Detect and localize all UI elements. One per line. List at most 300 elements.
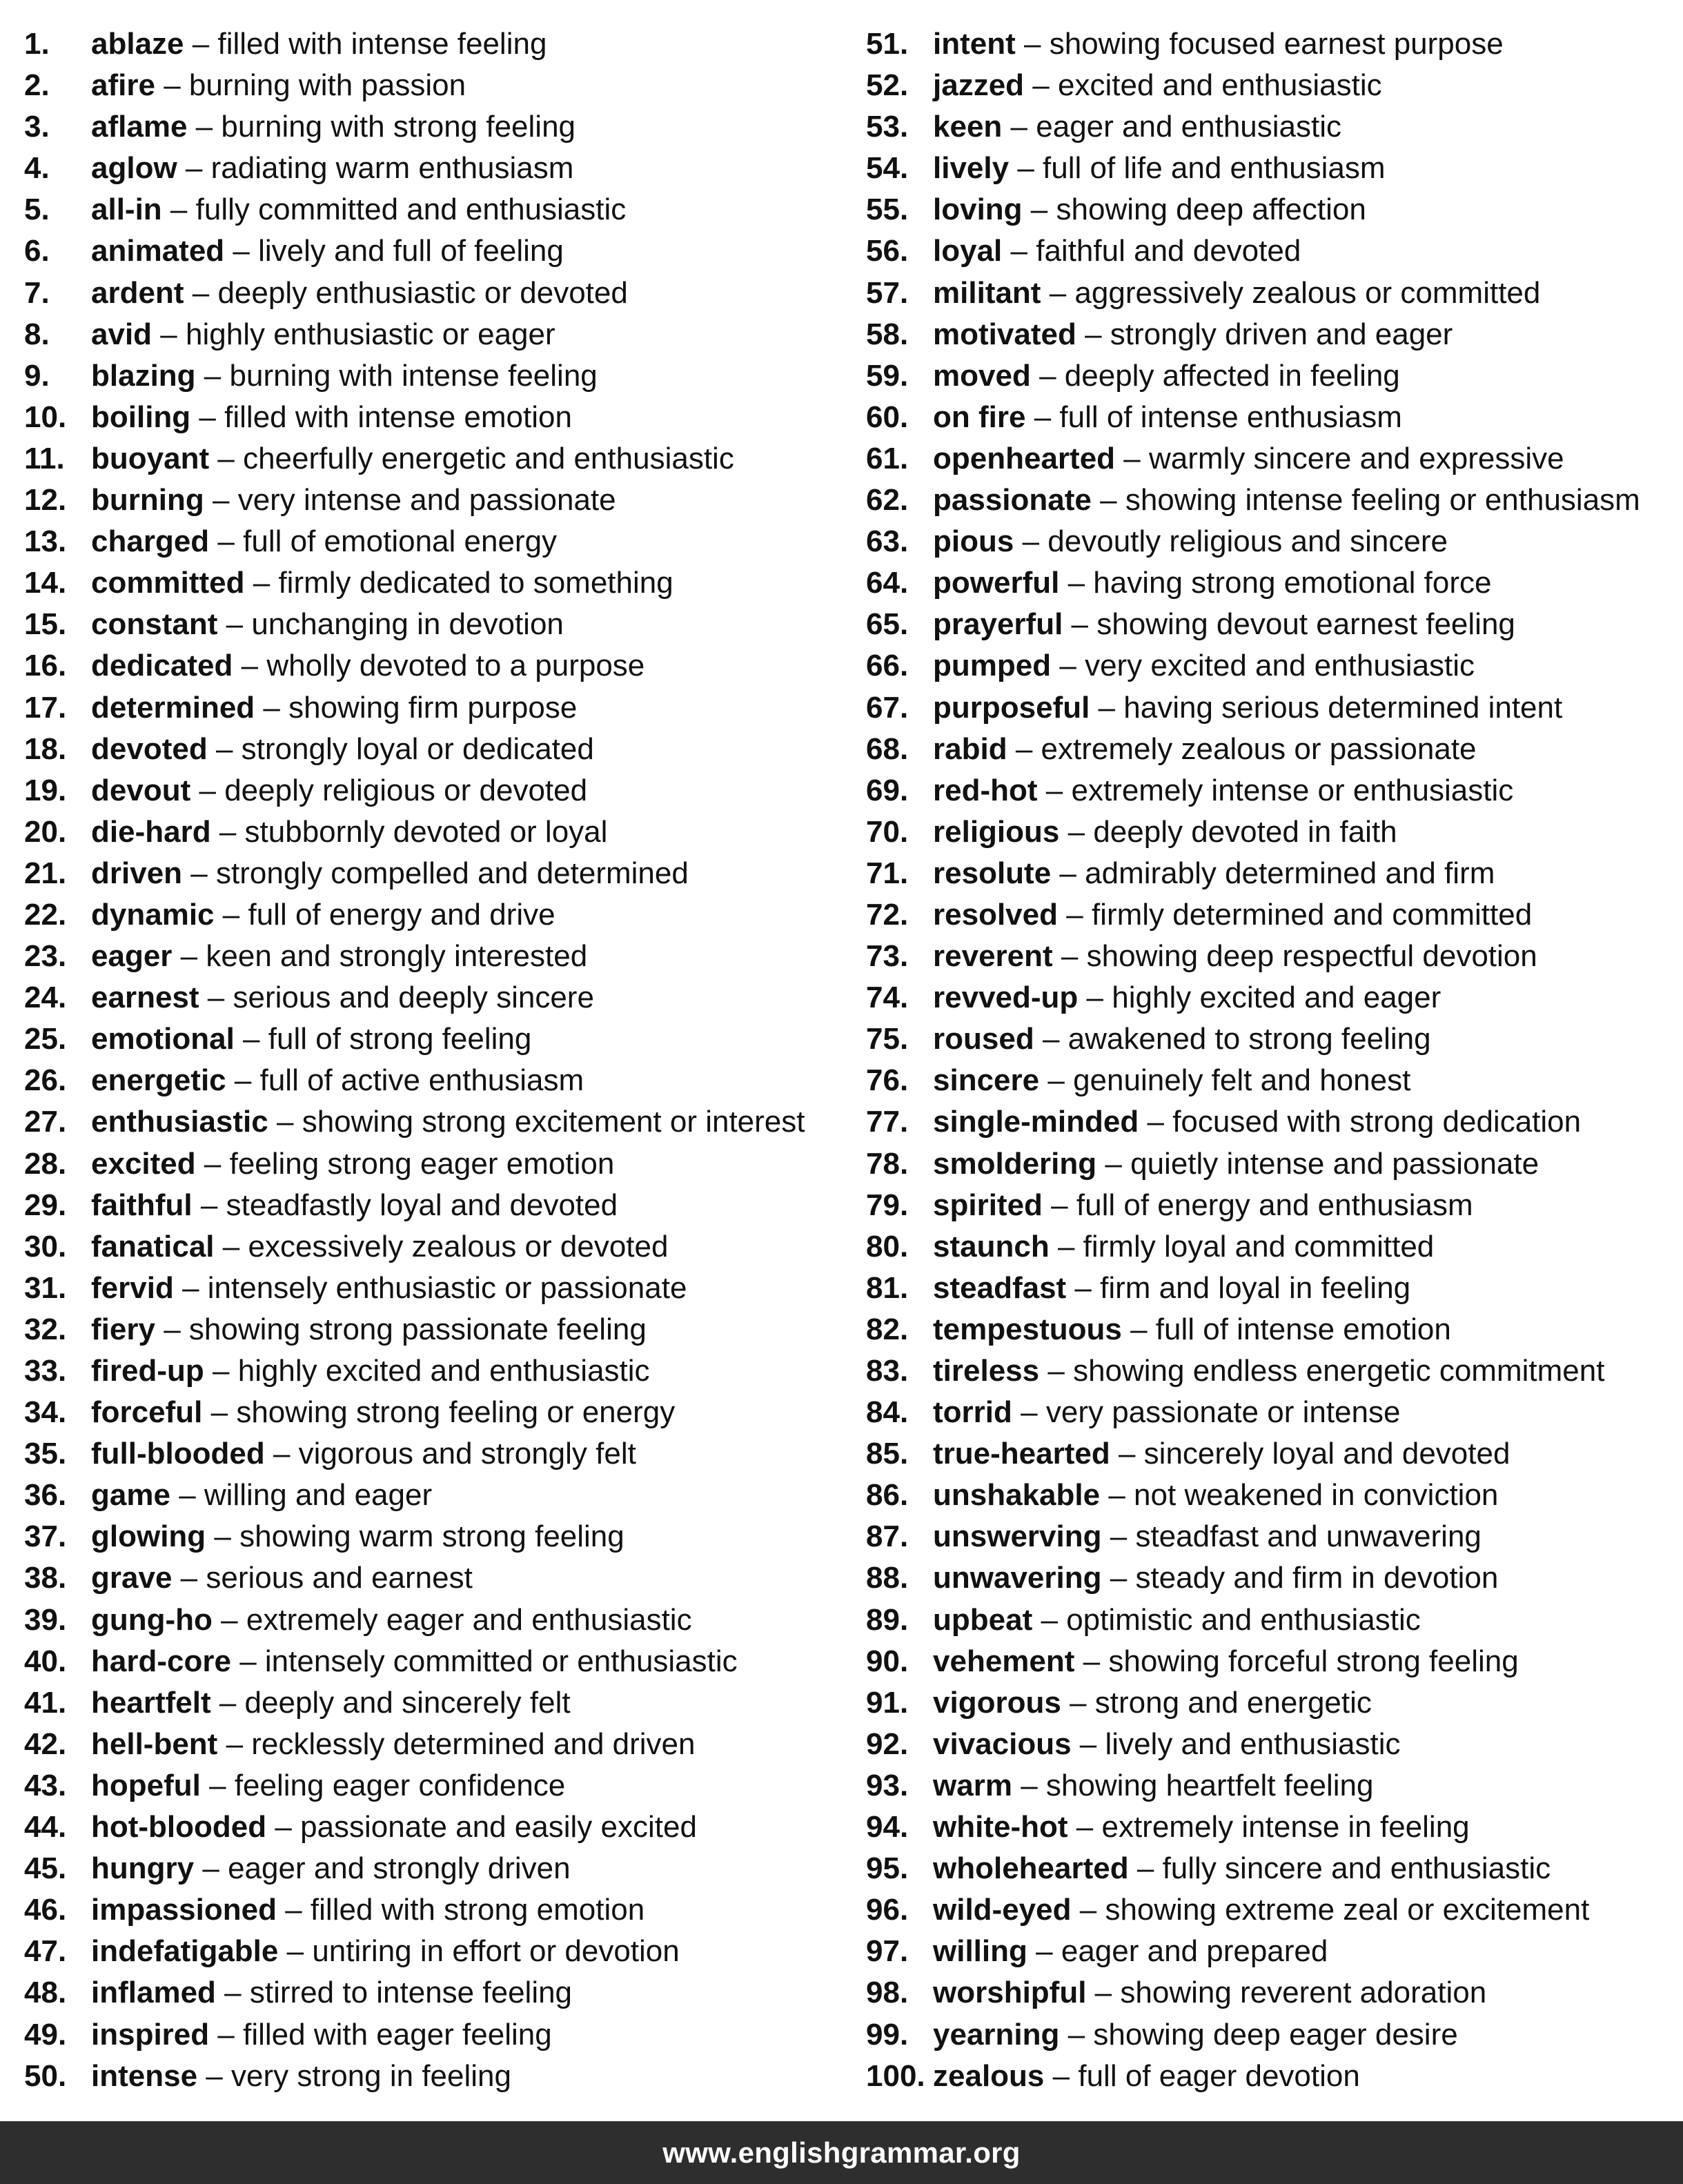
entry-number: 100. <box>866 2058 925 2093</box>
entry-number: 86. <box>866 1478 909 1513</box>
entry-word: passionate <box>933 483 1092 518</box>
entry-definition: showing warm strong feeling <box>239 1519 624 1554</box>
entry-number: 33. <box>24 1354 67 1388</box>
entry-dash-separator: – <box>1010 110 1028 144</box>
entry-definition: excited and enthusiastic <box>1058 68 1382 103</box>
entry-text <box>91 562 673 604</box>
entry-definition: awakened to strong feeling <box>1067 1022 1431 1056</box>
entry-dash-separator: – <box>1098 690 1116 725</box>
entry-definition: not weakened in conviction <box>1134 1478 1499 1513</box>
word-entry <box>24 936 845 977</box>
entry-definition: warmly sincere and expressive <box>1149 441 1564 475</box>
word-entry <box>866 106 1677 148</box>
entry-definition: very strong in feeling <box>231 2058 511 2093</box>
word-entry <box>24 355 845 397</box>
entry-word: dynamic <box>91 897 215 932</box>
word-entry <box>866 65 1677 106</box>
entry-definition: wholly devoted to a purpose <box>266 649 645 683</box>
entry-dash-separator: – <box>226 607 244 642</box>
entry-dash-separator: – <box>1083 1644 1101 1678</box>
entry-dash-separator: – <box>1042 1022 1060 1056</box>
entry-dash-separator: – <box>222 897 240 932</box>
entry-text <box>91 1309 647 1350</box>
entry-word: burning <box>91 483 204 518</box>
entry-text <box>933 355 1400 397</box>
entry-dash-separator: – <box>1100 483 1117 518</box>
entry-number: 26. <box>24 1063 67 1098</box>
entry-number: 89. <box>866 1602 909 1637</box>
entry-number: 3. <box>24 110 50 144</box>
entry-dash-separator: – <box>207 981 225 1015</box>
entry-text <box>933 1392 1400 1433</box>
entry-definition: intensely committed or enthusiastic <box>264 1644 738 1678</box>
entry-word: animated <box>91 234 225 268</box>
entry-dash-separator: – <box>1118 1437 1136 1471</box>
entry-number: 90. <box>866 1644 909 1678</box>
entry-text <box>91 480 616 521</box>
entry-text <box>91 811 607 853</box>
word-entry <box>866 1807 1677 1848</box>
entry-number: 35. <box>24 1437 67 1471</box>
entry-dash-separator: – <box>1047 1063 1065 1098</box>
entry-dash-separator: – <box>1057 1229 1075 1263</box>
entry-dash-separator: – <box>217 441 235 475</box>
entry-word: hard-core <box>91 1644 231 1678</box>
entry-number: 42. <box>24 1726 67 1761</box>
entry-definition: showing endless energetic commitment <box>1073 1354 1605 1388</box>
entry-dash-separator: – <box>219 814 237 849</box>
entry-definition: deeply devoted in faith <box>1093 814 1397 849</box>
entry-word: vigorous <box>933 1685 1061 1720</box>
entry-definition: firmly determined and committed <box>1091 897 1533 932</box>
word-entry <box>866 1641 1677 1682</box>
entry-word: wholehearted <box>933 1851 1129 1886</box>
entry-text <box>91 604 564 645</box>
entry-definition: passionate and easily excited <box>300 1810 697 1844</box>
entry-definition: filled with intense emotion <box>224 400 572 434</box>
entry-definition: willing and eager <box>204 1478 433 1513</box>
entry-word: keen <box>933 110 1003 144</box>
entry-definition: firm and loyal in feeling <box>1100 1270 1411 1305</box>
entry-text <box>933 148 1386 189</box>
entry-text <box>91 106 575 148</box>
word-entry <box>24 1600 845 1641</box>
entry-number: 38. <box>24 1561 67 1595</box>
entry-definition: extremely zealous or passionate <box>1041 731 1477 766</box>
entry-dash-separator: – <box>285 1893 302 1927</box>
entry-text <box>91 1557 473 1599</box>
entry-text <box>933 1557 1498 1599</box>
entry-number: 61. <box>866 441 909 475</box>
entry-number: 34. <box>24 1395 67 1430</box>
entry-text <box>91 1392 675 1433</box>
entry-text <box>91 189 626 230</box>
word-entry <box>24 521 845 562</box>
entry-text <box>933 230 1301 272</box>
entry-text <box>91 1724 695 1765</box>
entry-definition: lively and full of feeling <box>258 234 564 268</box>
entry-number: 5. <box>24 193 50 227</box>
entry-text <box>91 1516 624 1557</box>
entry-word: hot-blooded <box>91 1810 267 1844</box>
entry-definition: showing firm purpose <box>288 690 578 725</box>
entry-text <box>91 2014 552 2056</box>
entry-word: inspired <box>91 2017 210 2052</box>
entry-word: blazing <box>91 358 196 393</box>
entry-number: 58. <box>866 317 909 351</box>
entry-text <box>933 314 1453 355</box>
entry-number: 9. <box>24 358 50 393</box>
entry-word: motivated <box>933 317 1076 351</box>
entry-text <box>91 936 587 977</box>
entry-dash-separator: – <box>1074 1270 1092 1305</box>
entry-definition: highly excited and eager <box>1112 981 1441 1015</box>
entry-definition: extremely intense in feeling <box>1101 1810 1470 1844</box>
entry-definition: cheerfully energetic and enthusiastic <box>243 441 734 475</box>
entry-number: 84. <box>866 1395 909 1430</box>
entry-number: 16. <box>24 649 67 683</box>
entry-definition: eager and prepared <box>1061 1934 1328 1969</box>
entry-number: 10. <box>24 400 67 434</box>
entry-text <box>91 729 594 770</box>
entry-definition: unchanging in devotion <box>251 607 564 642</box>
entry-word: yearning <box>933 2017 1060 2052</box>
entry-word: fanatical <box>91 1229 215 1263</box>
entry-text <box>933 811 1397 853</box>
entry-dash-separator: – <box>1086 981 1104 1015</box>
entry-text <box>91 1682 571 1724</box>
entry-definition: fully sincere and enthusiastic <box>1162 1851 1551 1886</box>
entry-word: sincere <box>933 1063 1040 1098</box>
entry-number: 94. <box>866 1810 909 1844</box>
word-entry <box>24 687 845 729</box>
word-entry <box>24 189 845 230</box>
word-entry <box>24 1392 845 1433</box>
word-entry <box>24 1682 845 1724</box>
entry-dash-separator: – <box>1021 1768 1038 1802</box>
entry-dash-separator: – <box>1061 939 1079 974</box>
entry-text <box>933 1682 1372 1724</box>
entry-word: determined <box>91 690 255 725</box>
word-entry <box>24 1724 845 1765</box>
word-entry <box>866 894 1677 936</box>
word-entry <box>866 480 1677 521</box>
entry-text <box>933 936 1537 977</box>
entry-dash-separator: – <box>1041 1602 1058 1637</box>
entry-word: zealous <box>933 2058 1045 2093</box>
entry-text <box>933 1143 1539 1185</box>
entry-word: smoldering <box>933 1146 1097 1181</box>
entry-text <box>91 1350 650 1392</box>
entry-number: 22. <box>24 897 67 932</box>
entry-word: earnest <box>91 981 199 1015</box>
entry-dash-separator: – <box>209 1768 226 1802</box>
entry-definition: extremely intense or enthusiastic <box>1071 773 1514 807</box>
entry-word: torrid <box>933 1395 1012 1430</box>
entry-dash-separator: – <box>1147 1105 1164 1139</box>
word-entry <box>866 1557 1677 1599</box>
entry-definition: highly enthusiastic or eager <box>186 317 555 351</box>
word-entry <box>866 273 1677 314</box>
entry-text <box>933 1889 1589 1931</box>
entry-number: 46. <box>24 1893 67 1927</box>
entry-definition: admirably determined and firm <box>1085 856 1495 890</box>
entry-number: 53. <box>866 110 909 144</box>
entry-number: 30. <box>24 1229 67 1263</box>
word-entry <box>24 1350 845 1392</box>
entry-word: hopeful <box>91 1768 201 1802</box>
word-list-left-column <box>24 23 845 2097</box>
entry-number: 14. <box>24 566 67 600</box>
entry-number: 25. <box>24 1022 67 1056</box>
entry-number: 44. <box>24 1810 67 1844</box>
entry-dash-separator: – <box>195 110 213 144</box>
entry-dash-separator: – <box>212 483 230 518</box>
entry-dash-separator: – <box>1079 1726 1097 1761</box>
entry-dash-separator: – <box>199 400 216 434</box>
entry-definition: focused with strong dedication <box>1172 1105 1582 1139</box>
entry-definition: full of energy and drive <box>248 897 555 932</box>
entry-text <box>933 645 1475 687</box>
entry-word: true-hearted <box>933 1437 1110 1471</box>
entry-text <box>933 1060 1410 1101</box>
entry-definition: recklessly determined and driven <box>251 1726 696 1761</box>
entry-dash-separator: – <box>180 1561 198 1595</box>
entry-dash-separator: – <box>190 856 208 890</box>
word-entry <box>24 1185 845 1226</box>
entry-definition: burning with strong feeling <box>221 110 576 144</box>
entry-text <box>933 1309 1451 1350</box>
entry-definition: steadfast and unwavering <box>1135 1519 1482 1554</box>
entry-number: 18. <box>24 731 67 766</box>
word-entry <box>866 604 1677 645</box>
entry-word: resolved <box>933 897 1058 932</box>
entry-word: spirited <box>933 1188 1043 1222</box>
word-entry <box>866 1972 1677 2014</box>
entry-number: 77. <box>866 1105 909 1139</box>
entry-text <box>933 1724 1401 1765</box>
entry-text <box>91 355 598 397</box>
entry-word: intent <box>933 27 1016 61</box>
entry-text <box>91 1641 738 1682</box>
entry-dash-separator: – <box>1021 1395 1038 1430</box>
entry-definition: sincerely loyal and devoted <box>1143 1437 1510 1471</box>
entry-definition: excessively zealous or devoted <box>248 1229 669 1263</box>
entry-word: red-hot <box>933 773 1038 807</box>
entry-number: 52. <box>866 68 909 103</box>
word-entry <box>866 2056 1677 2097</box>
entry-definition: full of active enthusiasm <box>259 1063 584 1098</box>
footer-website-url: www.englishgrammar.org <box>662 2136 1021 2169</box>
word-entry <box>24 438 845 480</box>
entry-text <box>91 1972 572 2014</box>
entry-dash-separator: – <box>263 690 280 725</box>
entry-number: 83. <box>866 1354 909 1388</box>
entry-dash-separator: – <box>164 1312 181 1346</box>
entry-word: ablaze <box>91 27 184 61</box>
word-entry <box>24 314 845 355</box>
entry-word: powerful <box>933 566 1060 600</box>
entry-number: 80. <box>866 1229 909 1263</box>
entry-dash-separator: – <box>214 1519 231 1554</box>
word-entry <box>866 1516 1677 1557</box>
entry-number: 54. <box>866 151 909 186</box>
entry-dash-separator: – <box>241 649 259 683</box>
entry-word: forceful <box>91 1395 203 1430</box>
word-entry <box>866 1309 1677 1350</box>
entry-dash-separator: – <box>276 1105 294 1139</box>
entry-text <box>91 1765 565 1807</box>
entry-text <box>933 1765 1373 1807</box>
entry-text <box>933 853 1495 894</box>
entry-word: driven <box>91 856 183 890</box>
entry-number: 7. <box>24 275 50 310</box>
entry-number: 62. <box>866 483 909 518</box>
entry-text <box>933 1931 1328 1972</box>
word-entry <box>866 189 1677 230</box>
word-entry <box>24 2056 845 2097</box>
entry-definition: showing reverent adoration <box>1120 1976 1487 2010</box>
entry-dash-separator: – <box>199 773 216 807</box>
word-entry <box>866 1143 1677 1185</box>
word-entry <box>24 729 845 770</box>
word-entry <box>24 1848 845 1889</box>
entry-dash-separator: – <box>179 1478 196 1513</box>
entry-word: fervid <box>91 1270 174 1305</box>
entry-text <box>91 1807 697 1848</box>
entry-text <box>933 1516 1482 1557</box>
entry-text <box>933 562 1492 604</box>
entry-dash-separator: – <box>253 566 270 600</box>
entry-word: vehement <box>933 1644 1075 1678</box>
entry-definition: showing focused earnest purpose <box>1049 27 1504 61</box>
entry-number: 43. <box>24 1768 67 1802</box>
entry-word: aglow <box>91 151 177 186</box>
entry-dash-separator: – <box>1079 1893 1097 1927</box>
entry-text <box>91 1101 805 1143</box>
word-list-right-column <box>866 23 1677 2097</box>
entry-number: 59. <box>866 358 909 393</box>
entry-definition: showing strong excitement or interest <box>302 1105 805 1139</box>
entry-definition: untiring in effort or devotion <box>312 1934 680 1969</box>
entry-word: faithful <box>91 1188 193 1222</box>
entry-word: purposeful <box>933 690 1090 725</box>
entry-definition: showing heartfelt feeling <box>1045 1768 1374 1802</box>
entry-text <box>933 729 1477 770</box>
word-entry <box>24 65 845 106</box>
entry-word: unshakable <box>933 1478 1101 1513</box>
entry-word: boiling <box>91 400 191 434</box>
entry-word: fiery <box>91 1312 155 1346</box>
entry-number: 57. <box>866 275 909 310</box>
entry-word: grave <box>91 1561 173 1595</box>
entry-dash-separator: – <box>1067 566 1085 600</box>
entry-word: openhearted <box>933 441 1116 475</box>
entry-definition: filled with eager feeling <box>243 2017 552 2052</box>
entry-dash-separator: – <box>1071 607 1089 642</box>
entry-definition: full of intense emotion <box>1155 1312 1451 1346</box>
entry-text <box>91 438 734 480</box>
entry-number: 92. <box>866 1726 909 1761</box>
entry-dash-separator: – <box>221 1602 238 1637</box>
entry-number: 60. <box>866 400 909 434</box>
entry-word: tempestuous <box>933 1312 1122 1346</box>
entry-number: 6. <box>24 234 50 268</box>
word-entry <box>24 562 845 604</box>
entry-word: pumped <box>933 649 1052 683</box>
entry-text <box>933 1019 1431 1060</box>
entry-number: 15. <box>24 607 67 642</box>
word-entry <box>24 480 845 521</box>
word-entry <box>866 314 1677 355</box>
entry-word: all-in <box>91 193 162 227</box>
entry-number: 11. <box>24 441 65 475</box>
entry-dash-separator: – <box>185 151 203 186</box>
entry-dash-separator: – <box>1110 1561 1128 1595</box>
entry-number: 81. <box>866 1270 909 1305</box>
entry-text <box>933 65 1382 106</box>
entry-text <box>933 604 1515 645</box>
entry-word: single-minded <box>933 1105 1139 1139</box>
word-entry <box>866 355 1677 397</box>
entry-text <box>933 521 1448 562</box>
entry-word: jazzed <box>933 68 1025 103</box>
entry-text <box>91 977 594 1019</box>
entry-dash-separator: – <box>273 1437 291 1471</box>
entry-word: lively <box>933 151 1010 186</box>
entry-definition: keen and strongly interested <box>206 939 588 974</box>
entry-text <box>933 1641 1519 1682</box>
entry-number: 91. <box>866 1685 909 1720</box>
entry-definition: deeply affected in feeling <box>1064 358 1400 393</box>
entry-dash-separator: – <box>217 2017 235 2052</box>
word-entry <box>24 1931 845 1972</box>
word-entry <box>866 645 1677 687</box>
entry-text <box>933 1600 1421 1641</box>
entry-definition: showing strong passionate feeling <box>188 1312 647 1346</box>
entry-word: rabid <box>933 731 1007 766</box>
entry-dash-separator: – <box>213 1354 230 1388</box>
entry-definition: steady and firm in devotion <box>1135 1561 1499 1595</box>
entry-dash-separator: – <box>239 1644 257 1678</box>
entry-text <box>91 148 573 189</box>
entry-definition: stirred to intense feeling <box>249 1976 573 2010</box>
word-entry <box>866 438 1677 480</box>
word-entry <box>24 230 845 272</box>
entry-definition: aggressively zealous or committed <box>1074 275 1541 310</box>
entry-word: unswerving <box>933 1519 1102 1554</box>
word-entry <box>866 1848 1677 1889</box>
entry-text <box>91 1060 584 1101</box>
word-entry <box>866 770 1677 811</box>
entry-word: afire <box>91 68 155 103</box>
entry-definition: showing extreme zeal or excitement <box>1105 1893 1590 1927</box>
entry-definition: showing intense feeling or enthusiasm <box>1125 483 1640 518</box>
entry-definition: devoutly religious and sincere <box>1047 524 1448 559</box>
entry-word: aflame <box>91 110 188 144</box>
entry-word: hungry <box>91 1851 195 1886</box>
entry-definition: feeling eager confidence <box>234 1768 566 1802</box>
entry-text <box>933 1972 1486 2014</box>
entry-word: militant <box>933 275 1041 310</box>
entry-word: die-hard <box>91 814 211 849</box>
entry-word: roused <box>933 1022 1034 1056</box>
entry-word: hell-bent <box>91 1726 218 1761</box>
entry-text <box>91 1475 432 1516</box>
entry-word: glowing <box>91 1519 206 1554</box>
entry-text <box>933 189 1366 230</box>
word-entry <box>866 397 1677 438</box>
